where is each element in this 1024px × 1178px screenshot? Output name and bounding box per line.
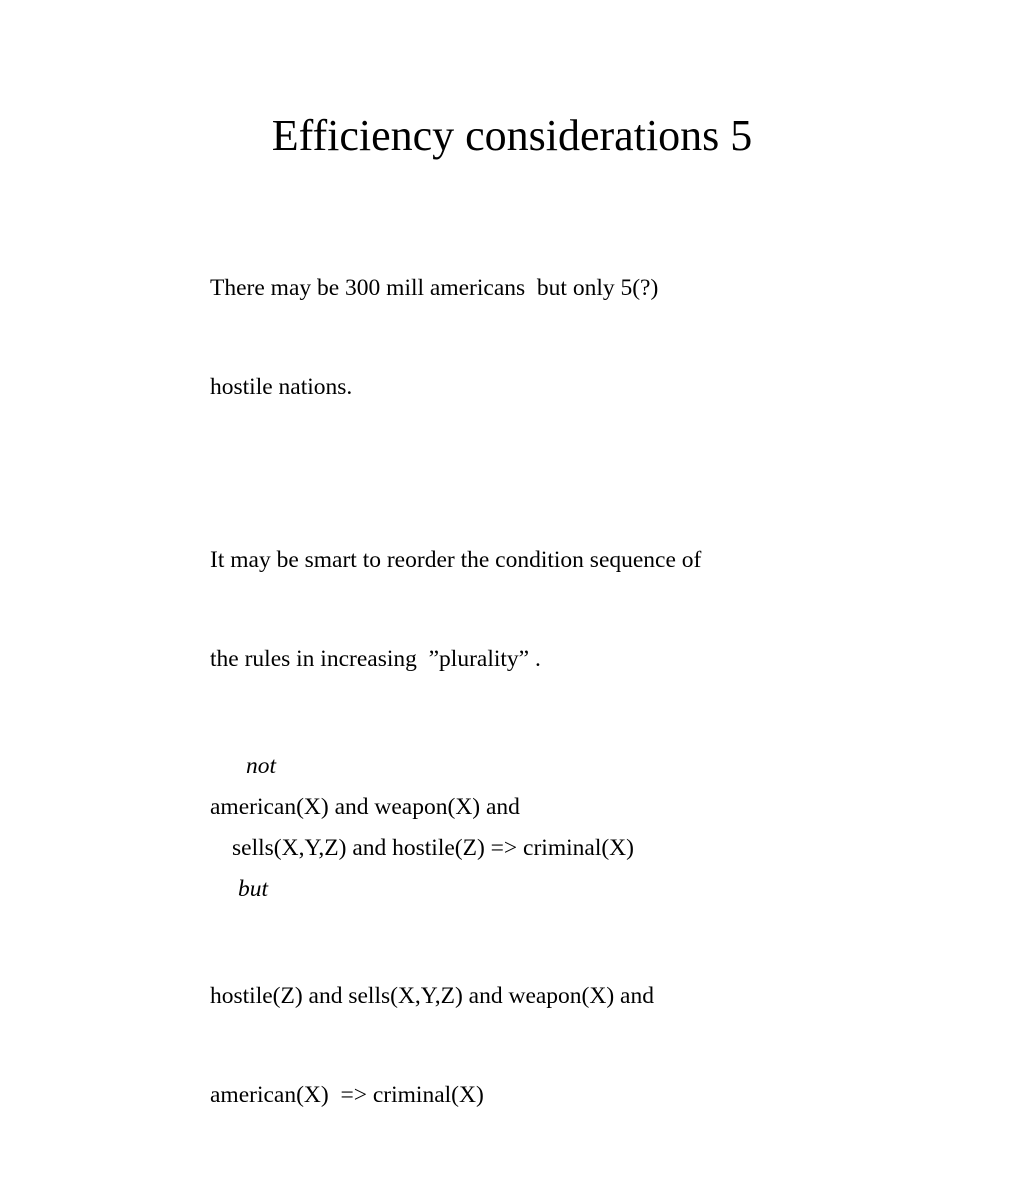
paragraph-line: There may be 300 mill americans but only 5(?) — [210, 275, 659, 301]
paragraph-reordered-rule — [210, 914, 830, 1178]
slide-title: Efficiency considerations 5 — [271, 111, 753, 160]
keyword-but: but — [238, 876, 269, 902]
paragraph-reorder-note — [210, 478, 830, 742]
slide-body — [210, 206, 830, 1178]
paragraph-population-note — [210, 206, 830, 470]
rule-line-2: sells(X,Y,Z) and hostile(Z) => criminal(X) — [232, 835, 634, 861]
paragraph-line: american(X) => criminal(X) — [210, 1082, 484, 1108]
keyword-not: not — [246, 753, 277, 779]
paragraph-line: hostile nations. — [210, 374, 353, 400]
rule-line-1: american(X) and weapon(X) and — [210, 794, 520, 820]
paragraph-line: hostile(Z) and sells(X,Y,Z) and weapon(X) and — [210, 983, 654, 1009]
paragraph-line: It may be smart to reorder the condition sequence of — [210, 547, 702, 573]
paragraph-line: the rules in increasing ”plurality” . — [210, 646, 541, 672]
